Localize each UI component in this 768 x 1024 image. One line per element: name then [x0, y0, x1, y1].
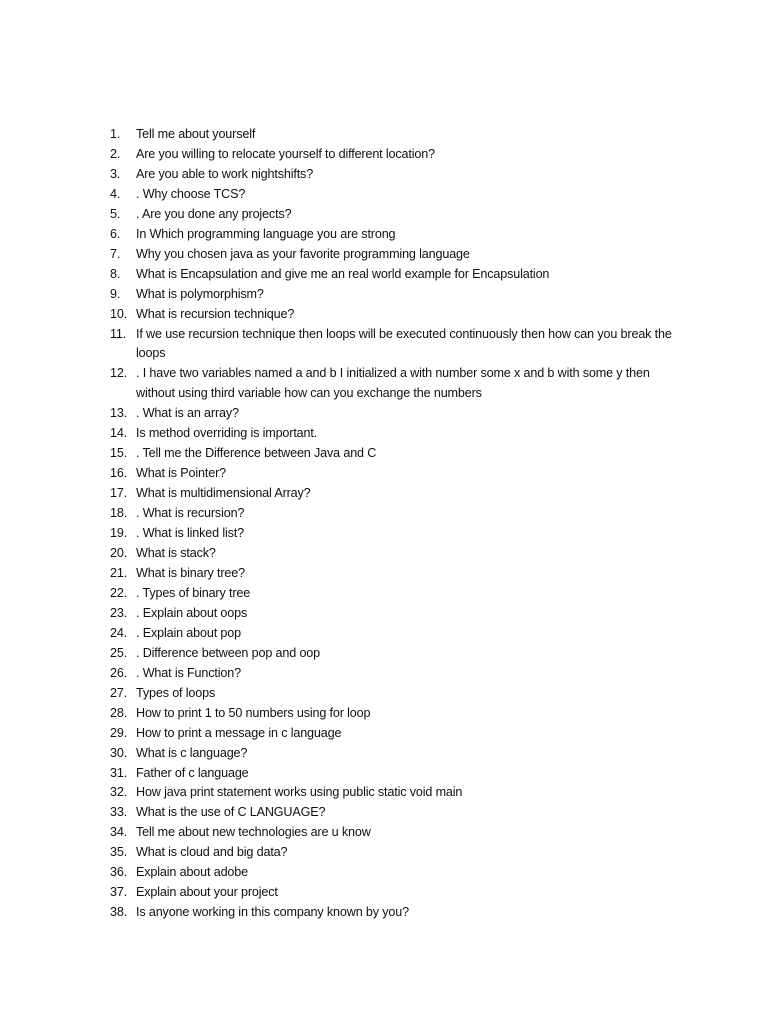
question-number: 10.: [110, 306, 128, 321]
question-number: 5.: [110, 206, 121, 221]
question-item: [110, 245, 690, 265]
question-item: [110, 225, 690, 245]
question-number: 15.: [110, 446, 128, 461]
question-item: [110, 364, 690, 404]
question-number: 37.: [110, 885, 128, 900]
question-text: What is binary tree?: [136, 565, 245, 580]
question-number: 32.: [110, 785, 128, 800]
question-item: [110, 584, 690, 604]
question-text: Are you willing to relocate yourself to different location?: [136, 146, 435, 161]
question-text: Father of c language: [136, 765, 249, 780]
question-item: [110, 783, 690, 803]
question-number: 19.: [110, 526, 128, 541]
question-item: [110, 883, 690, 903]
question-item: [110, 325, 690, 365]
question-text: . What is recursion?: [136, 506, 245, 521]
question-item: [110, 684, 690, 704]
question-text: What is Encapsulation and give me an real world example for Encapsulation: [136, 266, 550, 281]
question-number: 4.: [110, 186, 121, 201]
question-number: 23.: [110, 605, 128, 620]
question-text: . Explain about oops: [136, 605, 248, 620]
question-text: . Why choose TCS?: [136, 186, 246, 201]
question-item: [110, 823, 690, 843]
question-item: [110, 205, 690, 225]
question-text: Why you chosen java as your favorite programming language: [136, 246, 470, 261]
question-text: . What is Function?: [136, 665, 241, 680]
question-text: . Difference between pop and oop: [136, 645, 321, 660]
question-text: Tell me about new technologies are u know: [136, 825, 371, 840]
question-item: [110, 604, 690, 624]
question-text: What is stack?: [136, 546, 216, 561]
question-text: . What is an array?: [136, 406, 239, 421]
question-item: [110, 125, 690, 145]
question-number: 20.: [110, 546, 128, 561]
question-number: 22.: [110, 585, 128, 600]
question-text: Explain about adobe: [136, 865, 248, 880]
question-number: 1.: [110, 127, 121, 141]
question-item: [110, 305, 690, 325]
question-number: 11.: [110, 326, 127, 341]
question-item: [110, 764, 690, 784]
question-text: What is the use of C LANGUAGE?: [136, 805, 326, 820]
question-number: 16.: [110, 466, 128, 481]
question-number: 29.: [110, 725, 128, 740]
question-text: How java print statement works using public static void main: [136, 785, 463, 800]
question-item: [110, 803, 690, 823]
question-number: 13.: [110, 406, 128, 421]
question-number: 33.: [110, 805, 128, 820]
question-number: 8.: [110, 266, 121, 281]
question-text: Is anyone working in this company known by you?: [136, 905, 409, 920]
question-item: [110, 564, 690, 584]
question-number: 18.: [110, 506, 128, 521]
question-text: If we use recursion technique then loops will be executed continuously then how can you break the loops: [136, 326, 672, 361]
question-text: Explain about your project: [136, 885, 278, 900]
question-item: [110, 624, 690, 644]
question-item: [110, 484, 690, 504]
question-number: 28.: [110, 705, 128, 720]
question-item: [110, 544, 690, 564]
question-item: [110, 165, 690, 185]
question-text: . Are you done any projects?: [136, 206, 292, 221]
question-text: What is multidimensional Array?: [136, 486, 311, 501]
question-number: 26.: [110, 665, 128, 680]
question-text: Are you able to work nightshifts?: [136, 166, 314, 181]
question-text: . Types of binary tree: [136, 585, 251, 600]
question-text: What is polymorphism?: [136, 286, 264, 301]
question-item: [110, 863, 690, 883]
question-text: How to print a message in c language: [136, 725, 342, 740]
question-item: [110, 285, 690, 305]
question-number: 36.: [110, 865, 128, 880]
question-number: 24.: [110, 625, 128, 640]
question-text: What is c language?: [136, 745, 248, 760]
question-number: 6.: [110, 226, 121, 241]
question-item: [110, 444, 690, 464]
question-item: [110, 424, 690, 444]
question-text: What is cloud and big data?: [136, 845, 288, 860]
question-number: 38.: [110, 905, 128, 920]
question-text: What is recursion technique?: [136, 306, 295, 321]
question-text: Types of loops: [136, 685, 216, 700]
question-item: [110, 145, 690, 165]
question-item: [110, 524, 690, 544]
question-number: 2.: [110, 146, 121, 161]
question-text: What is Pointer?: [136, 466, 226, 481]
question-text: Tell me about yourself: [136, 127, 256, 141]
question-item: [110, 704, 690, 724]
question-item: [110, 464, 690, 484]
question-item: [110, 404, 690, 424]
question-text: . Explain about pop: [136, 625, 241, 640]
question-text: In Which programming language you are strong: [136, 226, 396, 241]
question-item: [110, 664, 690, 684]
question-text: . Tell me the Difference between Java and C: [136, 446, 377, 461]
question-text: . I have two variables named a and b I initialized a with number some x and b with some y then without using third variable how can you exchange the numbers: [136, 366, 650, 401]
question-number: 25.: [110, 645, 128, 660]
question-number: 21.: [110, 565, 128, 580]
question-number: 14.: [110, 426, 128, 441]
question-item: [110, 504, 690, 524]
question-number: 7.: [110, 246, 121, 261]
question-number: 34.: [110, 825, 128, 840]
question-item: [110, 744, 690, 764]
question-item: [110, 843, 690, 863]
question-number: 30.: [110, 745, 128, 760]
question-item: [110, 265, 690, 285]
question-item: [110, 903, 690, 923]
question-item: [110, 724, 690, 744]
question-number: 3.: [110, 166, 121, 181]
question-item: [110, 185, 690, 205]
question-number: 17.: [110, 486, 128, 501]
question-number: 12.: [110, 366, 128, 381]
question-item: [110, 644, 690, 664]
question-list: [110, 125, 690, 923]
question-number: 35.: [110, 845, 128, 860]
question-number: 31.: [110, 765, 128, 780]
question-text: How to print 1 to 50 numbers using for loop: [136, 705, 371, 720]
question-text: Is method overriding is important.: [136, 426, 318, 441]
question-number: 27.: [110, 685, 128, 700]
question-number: 9.: [110, 286, 121, 301]
question-text: . What is linked list?: [136, 526, 244, 541]
